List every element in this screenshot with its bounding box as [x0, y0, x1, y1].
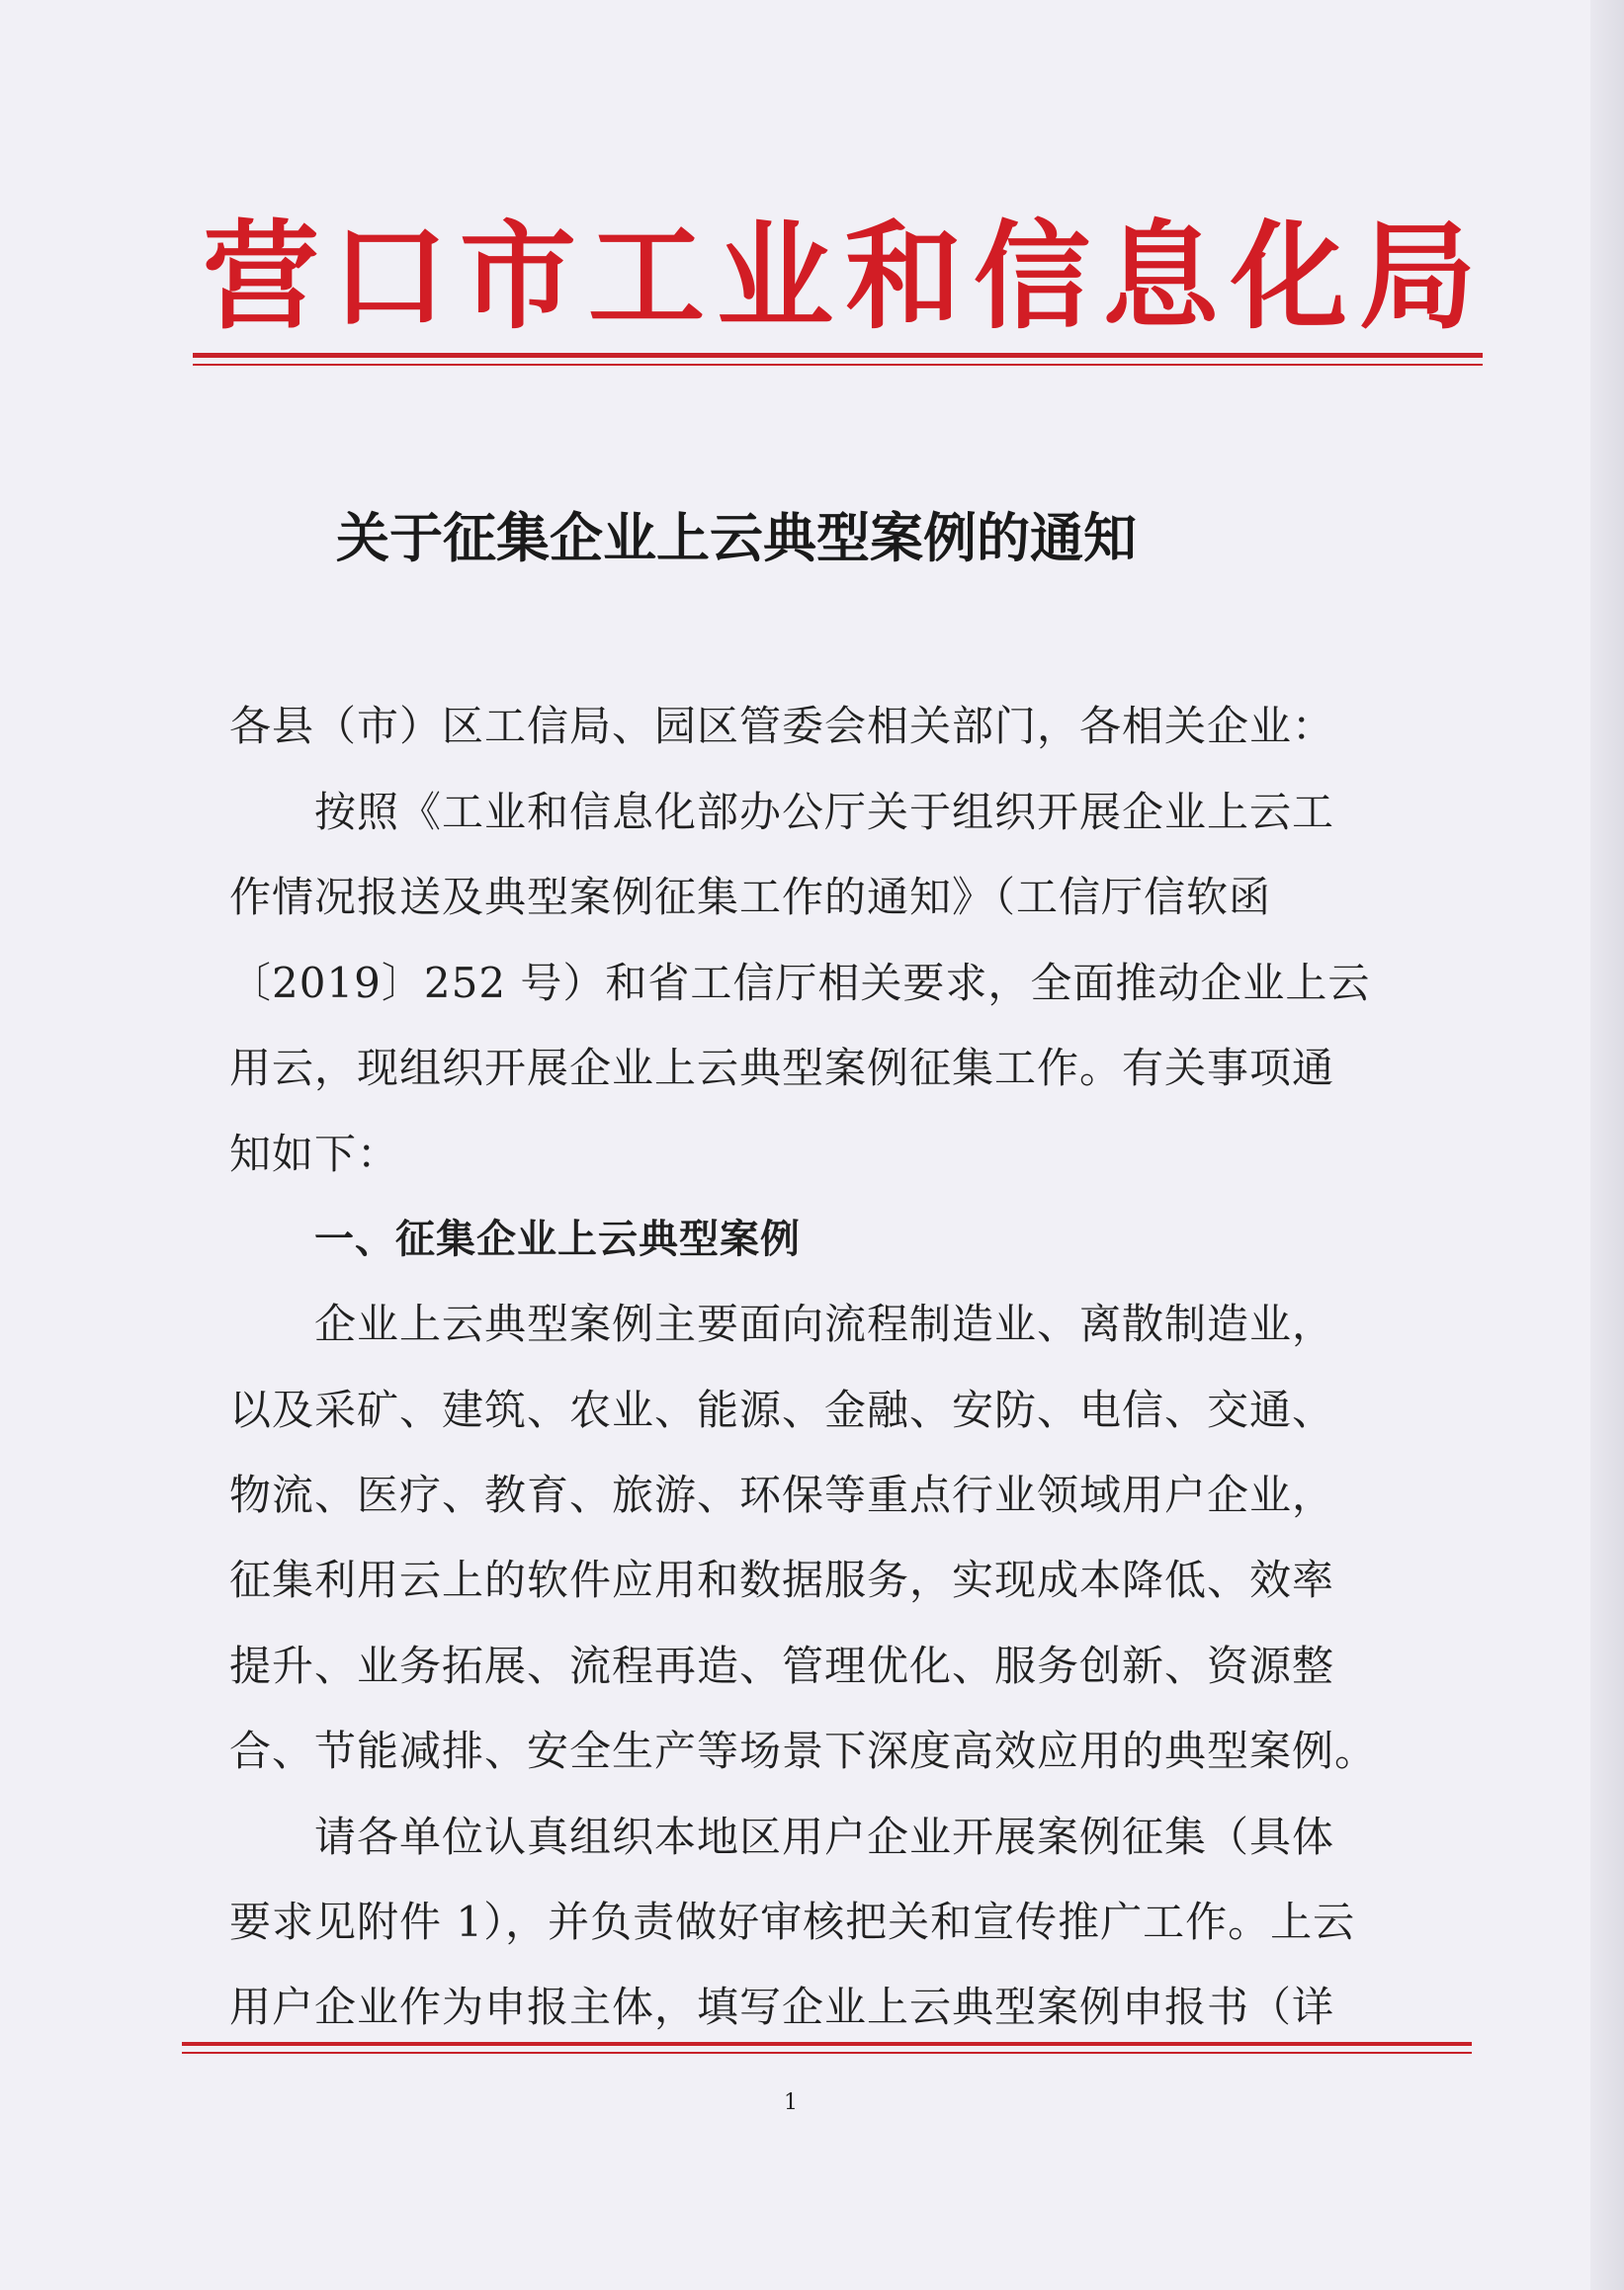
body-line: 用户企业作为申报主体，填写企业上云典型案例申报书（详: [229, 1983, 1335, 2031]
body-line: 按照《工业和信息化部办公厅关于组织开展企业上云工: [314, 788, 1335, 836]
masthead-rule-thin: [193, 364, 1483, 366]
body-line: 征集利用云上的软件应用和数据服务，实现成本降低、效率: [229, 1556, 1335, 1604]
body-line: 合、节能减排、安全生产等场景下深度高效应用的典型案例。: [229, 1727, 1378, 1775]
body-line: 以及采矿、建筑、农业、能源、金融、安防、电信、交通、: [229, 1386, 1335, 1434]
body-line: 提升、业务拓展、流程再造、管理优化、服务创新、资源整: [229, 1642, 1335, 1690]
salutation: 各县（市）区工信局、园区管委会相关部门，各相关企业：: [229, 702, 1335, 750]
footer-rule-thick: [182, 2042, 1472, 2046]
body-line: 用云，现组织开展企业上云典型案例征集工作。有关事项通: [229, 1044, 1335, 1092]
body-line: 〔2019〕252 号）和省工信厅相关要求，全面推动企业上云: [229, 959, 1371, 1007]
footer-rule-thin: [182, 2052, 1472, 2054]
scan-edge-shadow: [1590, 0, 1624, 2290]
body-line: 物流、医疗、教育、旅游、环保等重点行业领域用户企业，: [229, 1471, 1335, 1519]
agency-masthead: 营口市工业和信息化局: [203, 208, 1489, 345]
body-line: 要求见附件 1），并负责做好审核把关和宣传推广工作。上云: [229, 1898, 1356, 1946]
body-line: 请各单位认真组织本地区用户企业开展案例征集（具体: [314, 1813, 1335, 1861]
page-number: 1: [784, 2090, 798, 2115]
body-line: 知如下：: [229, 1130, 400, 1178]
document-title: 关于征集企业上云典型案例的通知: [336, 507, 1137, 569]
section-heading: 一、征集企业上云典型案例: [314, 1217, 801, 1262]
masthead-rule-thick: [193, 353, 1483, 358]
body-line: 作情况报送及典型案例征集工作的通知》（工信厅信软函: [229, 873, 1272, 921]
body-line: 企业上云典型案例主要面向流程制造业、离散制造业，: [314, 1300, 1335, 1348]
